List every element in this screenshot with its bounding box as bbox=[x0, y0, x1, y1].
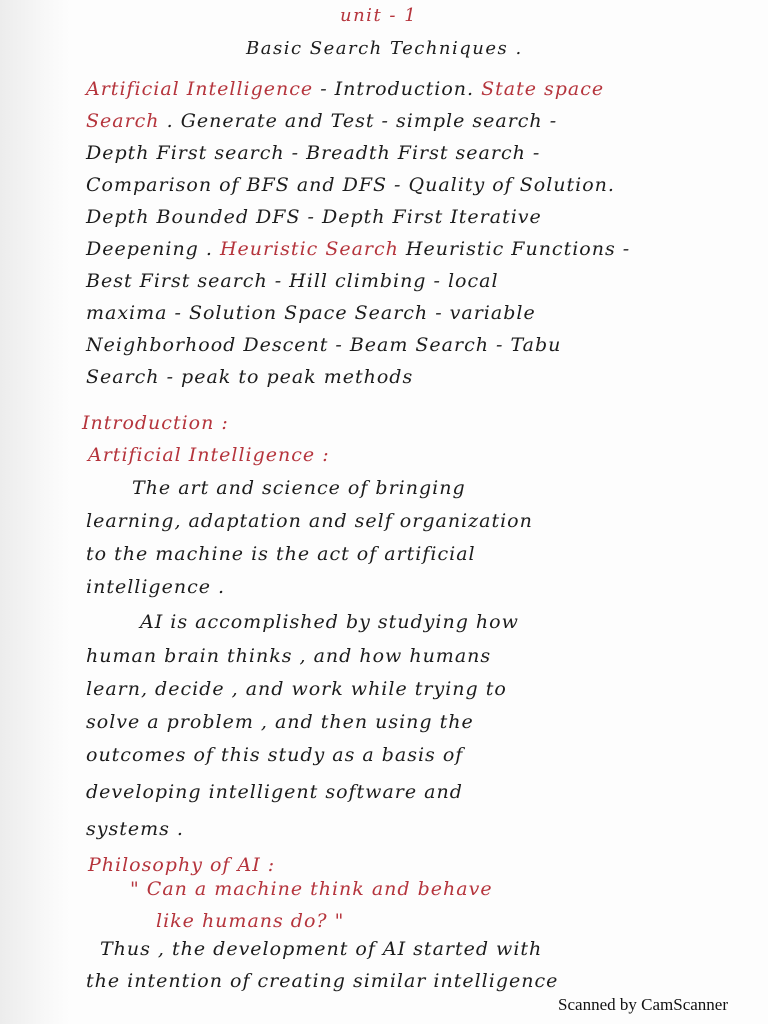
introduction-heading: Introduction : bbox=[82, 412, 229, 434]
philosophy-quote-line-2: like humans do? " bbox=[156, 910, 345, 932]
philosophy-p-line-2: the intention of creating similar intelligence bbox=[86, 970, 559, 992]
page-binding-shadow bbox=[0, 0, 70, 1024]
page-title: Basic Search Techniques . bbox=[246, 38, 523, 59]
scanner-watermark: Scanned by CamScanner bbox=[558, 995, 728, 1014]
syllabus-line-3: Depth First search - Breadth First search - bbox=[86, 142, 541, 164]
syllabus-line-6: Deepening . Heuristic Search Heuristic Functions - bbox=[86, 238, 631, 260]
syllabus-line-7: Best First search - Hill climbing - local bbox=[86, 270, 499, 292]
intro-p2-line-6: developing intelligent software and bbox=[86, 781, 463, 803]
syllabus-line-10: Search - peak to peak methods bbox=[86, 366, 414, 388]
ai-subheading: Artificial Intelligence : bbox=[88, 444, 330, 466]
syllabus-topic-state-space: State space bbox=[481, 78, 605, 100]
syllabus-line-5: Depth Bounded DFS - Depth First Iterative bbox=[86, 206, 542, 228]
intro-p1-line-4: intelligence . bbox=[86, 576, 226, 598]
syllabus-topic-ai: Artificial Intelligence bbox=[86, 78, 314, 100]
intro-p2-line-2: human brain thinks , and how humans bbox=[86, 645, 492, 667]
intro-p2-line-4: solve a problem , and then using the bbox=[86, 711, 474, 733]
intro-p1-line-2: learning, adaptation and self organization bbox=[86, 510, 533, 532]
syllabus-line-8: maxima - Solution Space Search - variable bbox=[86, 302, 536, 324]
intro-p2-line-3: learn, decide , and work while trying to bbox=[86, 678, 507, 700]
philosophy-p-line-1: Thus , the development of AI started with bbox=[100, 938, 543, 960]
intro-p2-line-1: AI is accomplished by studying how bbox=[140, 611, 519, 633]
philosophy-heading: Philosophy of AI : bbox=[88, 854, 276, 876]
intro-p2-line-5: outcomes of this study as a basis of bbox=[86, 744, 464, 766]
intro-p1-line-3: to the machine is the act of artificial bbox=[86, 543, 476, 565]
syllabus-line-9: Neighborhood Descent - Beam Search - Tabu bbox=[86, 334, 562, 356]
intro-p2-line-7: systems . bbox=[86, 818, 184, 840]
unit-label: unit - 1 bbox=[340, 5, 418, 26]
syllabus-line-1: Artificial Intelligence - Introduction. State space bbox=[86, 78, 605, 100]
intro-p1-line-1: The art and science of bringing bbox=[132, 477, 466, 499]
syllabus-line-2: Search . Generate and Test - simple search - bbox=[86, 110, 558, 132]
syllabus-topic-heuristic-search: Heuristic Search bbox=[219, 238, 399, 260]
syllabus-line-4: Comparison of BFS and DFS - Quality of Solution. bbox=[86, 174, 615, 196]
philosophy-quote-line-1: " Can a machine think and behave bbox=[130, 878, 493, 900]
